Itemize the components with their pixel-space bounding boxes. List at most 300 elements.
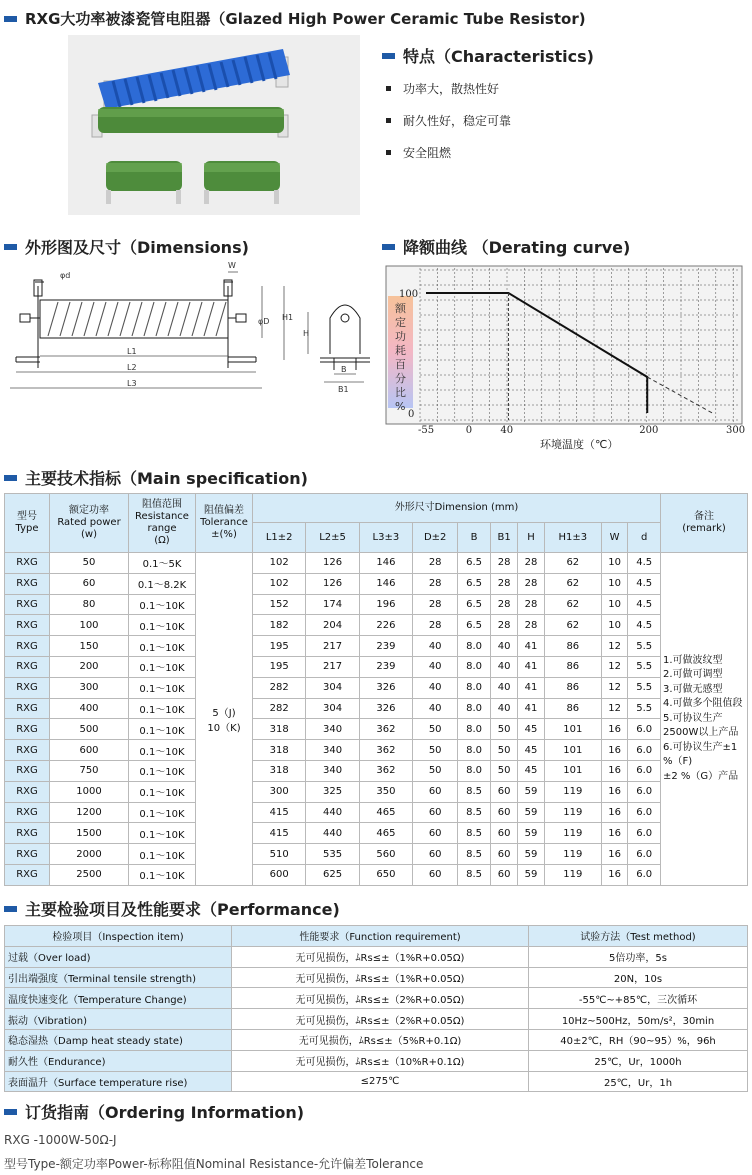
table-row bbox=[5, 698, 748, 719]
header-dim-col: H1±3 bbox=[544, 523, 601, 553]
table-cell: 62 bbox=[544, 573, 601, 594]
table-cell: 60 bbox=[50, 573, 129, 594]
table-cell: 86 bbox=[544, 636, 601, 657]
table-cell: 62 bbox=[544, 615, 601, 636]
table-cell: 86 bbox=[544, 698, 601, 719]
table-cell: 195 bbox=[253, 636, 306, 657]
table-cell: 304 bbox=[306, 677, 359, 698]
table-cell: 362 bbox=[359, 740, 412, 761]
table-cell: RXG bbox=[5, 677, 50, 698]
table-cell: 28 bbox=[518, 615, 544, 636]
table-cell: 41 bbox=[518, 656, 544, 677]
table-cell: 174 bbox=[306, 594, 359, 615]
table-cell: 8.0 bbox=[458, 636, 491, 657]
table-row bbox=[5, 802, 748, 823]
table-cell: 146 bbox=[359, 553, 412, 574]
table-cell: 50 bbox=[490, 760, 517, 781]
table-cell: 28 bbox=[518, 594, 544, 615]
header-dimension: 外形尺寸Dimension (mm) bbox=[253, 494, 661, 523]
table-cell: 0.1～10K bbox=[129, 698, 196, 719]
table-cell: 16 bbox=[601, 802, 627, 823]
table-row bbox=[5, 573, 748, 594]
table-cell: 50 bbox=[490, 719, 517, 740]
function-requirement: ≤275℃ bbox=[232, 1071, 529, 1092]
table-cell: 6.0 bbox=[628, 802, 661, 823]
inspection-item: 过载（Over load) bbox=[5, 946, 232, 967]
table-cell: RXG bbox=[5, 781, 50, 802]
table-cell: 440 bbox=[306, 823, 359, 844]
table-cell: 239 bbox=[359, 656, 412, 677]
section-marker bbox=[382, 53, 395, 59]
table-cell: 40 bbox=[413, 656, 458, 677]
table-cell: 0.1～10K bbox=[129, 656, 196, 677]
table-cell: 6.5 bbox=[458, 615, 491, 636]
inspection-item: 引出端强度（Terminal tensile strength) bbox=[5, 967, 232, 988]
bullet-icon bbox=[386, 118, 391, 123]
table-cell: RXG bbox=[5, 636, 50, 657]
table-cell: 28 bbox=[490, 553, 517, 574]
table-cell: 60 bbox=[490, 864, 517, 885]
table-cell: 28 bbox=[490, 615, 517, 636]
ordering-example: RXG -1000W-50Ω-J bbox=[4, 1133, 117, 1147]
table-cell: 41 bbox=[518, 636, 544, 657]
table-cell: 50 bbox=[413, 740, 458, 761]
table-cell: 40 bbox=[413, 677, 458, 698]
table-row bbox=[5, 844, 748, 865]
table-cell: 102 bbox=[253, 573, 306, 594]
table-cell: 50 bbox=[413, 719, 458, 740]
table-cell: 650 bbox=[359, 864, 412, 885]
table-cell: 0.1～10K bbox=[129, 864, 196, 885]
l2-label: L2 bbox=[127, 363, 137, 372]
header-dim-col: L3±3 bbox=[359, 523, 412, 553]
table-cell: 12 bbox=[601, 698, 627, 719]
table-cell: RXG bbox=[5, 864, 50, 885]
table-cell: 10 bbox=[601, 615, 627, 636]
table-row bbox=[5, 719, 748, 740]
table-cell: 362 bbox=[359, 719, 412, 740]
table-row bbox=[5, 740, 748, 761]
table-cell: 28 bbox=[518, 553, 544, 574]
function-requirement: 无可见损伤，ﾑRs≤±（10%R+0.1Ω) bbox=[232, 1050, 529, 1071]
table-cell: 86 bbox=[544, 656, 601, 677]
table-cell: 150 bbox=[50, 636, 129, 657]
table-cell: 340 bbox=[306, 740, 359, 761]
test-method: 25℃，Ur，1000h bbox=[529, 1050, 748, 1071]
x-axis-label: 环境温度（℃） bbox=[540, 438, 619, 451]
table-cell: 41 bbox=[518, 698, 544, 719]
table-row bbox=[5, 760, 748, 781]
table-cell: 340 bbox=[306, 760, 359, 781]
table-cell: 50 bbox=[413, 760, 458, 781]
performance-table bbox=[4, 925, 748, 1092]
table-cell: 4.5 bbox=[628, 553, 661, 574]
remark-line: 6.可协议生产±1 %（F) bbox=[663, 741, 738, 768]
table-cell: RXG bbox=[5, 698, 50, 719]
table-cell: 16 bbox=[601, 740, 627, 761]
b-label: B bbox=[341, 365, 347, 374]
dimensions-heading: 外形图及尺寸（Dimensions) bbox=[4, 235, 249, 258]
end-view bbox=[320, 305, 370, 370]
inspection-item: 温度快速变化（Temperature Change) bbox=[5, 988, 232, 1009]
table-cell: 16 bbox=[601, 760, 627, 781]
table-cell: 28 bbox=[490, 573, 517, 594]
table-cell: 152 bbox=[253, 594, 306, 615]
table-cell: 101 bbox=[544, 760, 601, 781]
table-cell: 146 bbox=[359, 573, 412, 594]
table-cell: 45 bbox=[518, 719, 544, 740]
table-cell: 40 bbox=[413, 636, 458, 657]
y-axis-label-text: 额定功耗百分比% bbox=[395, 302, 406, 413]
table-cell: 60 bbox=[413, 802, 458, 823]
table-row bbox=[5, 1050, 748, 1071]
table-cell: 0.1～10K bbox=[129, 823, 196, 844]
table-cell: 6.5 bbox=[458, 594, 491, 615]
table-cell: RXG bbox=[5, 573, 50, 594]
table-cell: 465 bbox=[359, 802, 412, 823]
bullet-icon bbox=[386, 86, 391, 91]
table-cell: 8.5 bbox=[458, 864, 491, 885]
dimension-drawing bbox=[0, 258, 375, 398]
table-cell: 60 bbox=[490, 844, 517, 865]
table-cell: 5.5 bbox=[628, 636, 661, 657]
derating-chart bbox=[380, 262, 748, 458]
table-cell: 6.0 bbox=[628, 781, 661, 802]
table-cell: 1200 bbox=[50, 802, 129, 823]
table-cell: 8.5 bbox=[458, 781, 491, 802]
table-cell: RXG bbox=[5, 719, 50, 740]
table-cell: 28 bbox=[413, 573, 458, 594]
inspection-item: 耐久性（Endurance) bbox=[5, 1050, 232, 1071]
table-cell: RXG bbox=[5, 656, 50, 677]
table-cell: 60 bbox=[413, 781, 458, 802]
table-cell: 119 bbox=[544, 802, 601, 823]
table-row bbox=[5, 1029, 748, 1050]
table-cell: 100 bbox=[50, 615, 129, 636]
table-cell: 465 bbox=[359, 823, 412, 844]
table-cell: 12 bbox=[601, 636, 627, 657]
l3-label: L3 bbox=[127, 379, 137, 388]
characteristic-item: 安全阻燃 bbox=[386, 144, 451, 161]
table-cell: 600 bbox=[253, 864, 306, 885]
table-cell: 8.0 bbox=[458, 719, 491, 740]
table-cell: 326 bbox=[359, 698, 412, 719]
table-row bbox=[5, 946, 748, 967]
table-cell: 40 bbox=[490, 677, 517, 698]
table-row bbox=[5, 1071, 748, 1092]
table-cell: 0.1～10K bbox=[129, 677, 196, 698]
table-cell: 304 bbox=[306, 698, 359, 719]
table-cell: 0.1～10K bbox=[129, 844, 196, 865]
section-marker bbox=[4, 244, 17, 250]
header-dim-col: D±2 bbox=[413, 523, 458, 553]
table-cell: 4.5 bbox=[628, 594, 661, 615]
table-row bbox=[5, 967, 748, 988]
table-row bbox=[5, 781, 748, 802]
table-cell: 12 bbox=[601, 656, 627, 677]
header-remark: 备注 (remark) bbox=[661, 494, 748, 553]
x-tick-label: 200 bbox=[639, 425, 659, 436]
table-cell: 40 bbox=[413, 698, 458, 719]
main-spec-table bbox=[4, 493, 748, 886]
table-cell: 60 bbox=[490, 823, 517, 844]
y-tick-label: 100 bbox=[399, 289, 419, 300]
table-cell: 60 bbox=[413, 823, 458, 844]
table-row bbox=[5, 656, 748, 677]
table-cell: 8.5 bbox=[458, 823, 491, 844]
table-cell: 2500 bbox=[50, 864, 129, 885]
test-method: 5倍功率，5s bbox=[529, 946, 748, 967]
table-cell: 119 bbox=[544, 781, 601, 802]
table-cell: 750 bbox=[50, 760, 129, 781]
table-cell: 560 bbox=[359, 844, 412, 865]
table-cell: 4.5 bbox=[628, 615, 661, 636]
table-cell: 101 bbox=[544, 740, 601, 761]
table-cell: 6.0 bbox=[628, 740, 661, 761]
function-requirement: 无可见损伤，ﾑRs≤±（5%R+0.1Ω) bbox=[232, 1029, 529, 1050]
table-cell: 0.1～10K bbox=[129, 781, 196, 802]
table-cell: 59 bbox=[518, 823, 544, 844]
table-cell: RXG bbox=[5, 823, 50, 844]
table-cell: 6.0 bbox=[628, 823, 661, 844]
table-cell: 6.0 bbox=[628, 844, 661, 865]
table-cell: 12 bbox=[601, 677, 627, 698]
table-cell: 60 bbox=[413, 844, 458, 865]
table-cell: 415 bbox=[253, 823, 306, 844]
perf-header-requirement: 性能要求（Function requirement) bbox=[232, 926, 529, 947]
table-cell: 182 bbox=[253, 615, 306, 636]
table-cell: 6.0 bbox=[628, 864, 661, 885]
table-cell: 8.0 bbox=[458, 760, 491, 781]
function-requirement: 无可见损伤，ﾑRs≤±（1%R+0.05Ω) bbox=[232, 967, 529, 988]
table-cell: 119 bbox=[544, 844, 601, 865]
characteristic-item: 耐久性好，稳定可靠 bbox=[386, 112, 511, 129]
remark-line: 2.可做可调型 bbox=[663, 669, 723, 681]
table-cell: 0.1～10K bbox=[129, 802, 196, 823]
x-tick-label: 300 bbox=[726, 425, 746, 436]
table-cell: 5.5 bbox=[628, 656, 661, 677]
table-row bbox=[5, 823, 748, 844]
table-cell: 62 bbox=[544, 553, 601, 574]
table-row bbox=[5, 553, 748, 574]
perf-header-method: 试验方法（Test method) bbox=[529, 926, 748, 947]
table-cell: 101 bbox=[544, 719, 601, 740]
table-cell: 217 bbox=[306, 636, 359, 657]
table-cell: 2000 bbox=[50, 844, 129, 865]
remark-cell bbox=[661, 553, 748, 886]
table-cell: 440 bbox=[306, 802, 359, 823]
table-cell: 1000 bbox=[50, 781, 129, 802]
table-cell: 415 bbox=[253, 802, 306, 823]
table-cell: 600 bbox=[50, 740, 129, 761]
header-dim-col: d bbox=[628, 523, 661, 553]
table-cell: 28 bbox=[413, 615, 458, 636]
table-cell: 119 bbox=[544, 823, 601, 844]
table-row bbox=[5, 677, 748, 698]
table-cell: RXG bbox=[5, 553, 50, 574]
table-row bbox=[5, 615, 748, 636]
header-dim-col: H bbox=[518, 523, 544, 553]
phi-big-d-label: φD bbox=[258, 317, 270, 326]
table-cell: 41 bbox=[518, 677, 544, 698]
table-cell: 0.1～10K bbox=[129, 636, 196, 657]
table-cell: 282 bbox=[253, 677, 306, 698]
table-cell: 16 bbox=[601, 781, 627, 802]
header-dim-col: B1 bbox=[490, 523, 517, 553]
table-cell: 500 bbox=[50, 719, 129, 740]
table-cell: 6.5 bbox=[458, 573, 491, 594]
table-cell: 300 bbox=[50, 677, 129, 698]
table-cell: RXG bbox=[5, 594, 50, 615]
header-dim-col: W bbox=[601, 523, 627, 553]
header-power: 额定功率 Rated power (w) bbox=[50, 494, 129, 553]
ordering-heading: 订货指南（Ordering Information) bbox=[4, 1100, 304, 1123]
table-cell: 1500 bbox=[50, 823, 129, 844]
table-cell: 282 bbox=[253, 698, 306, 719]
table-cell: 625 bbox=[306, 864, 359, 885]
x-axis-ticks bbox=[418, 425, 745, 436]
table-cell: 60 bbox=[413, 864, 458, 885]
h-label: H bbox=[303, 329, 310, 338]
table-cell: 350 bbox=[359, 781, 412, 802]
header-tolerance: 阻值偏差 Tolerance ±(%) bbox=[196, 494, 253, 553]
table-cell: 80 bbox=[50, 594, 129, 615]
table-cell: 10 bbox=[601, 594, 627, 615]
test-method: 20N，10s bbox=[529, 967, 748, 988]
table-row bbox=[5, 636, 748, 657]
table-cell: 239 bbox=[359, 636, 412, 657]
product-photo bbox=[68, 35, 360, 215]
table-cell: 40 bbox=[490, 636, 517, 657]
table-cell: 45 bbox=[518, 760, 544, 781]
table-cell: 318 bbox=[253, 760, 306, 781]
test-method: 10Hz~500Hz，50m/s²，30min bbox=[529, 1009, 748, 1030]
table-cell: 5.5 bbox=[628, 677, 661, 698]
table-cell: 102 bbox=[253, 553, 306, 574]
header-dim-col: L1±2 bbox=[253, 523, 306, 553]
header-type: 型号 Type bbox=[5, 494, 50, 553]
table-cell: 6.0 bbox=[628, 760, 661, 781]
table-cell: 50 bbox=[490, 740, 517, 761]
table-cell: 510 bbox=[253, 844, 306, 865]
table-cell: RXG bbox=[5, 615, 50, 636]
table-cell: 318 bbox=[253, 740, 306, 761]
table-cell: 318 bbox=[253, 719, 306, 740]
perf-header-item: 检验项目（Inspection item) bbox=[5, 926, 232, 947]
function-requirement: 无可见损伤，ﾑRs≤±（2%R+0.05Ω) bbox=[232, 988, 529, 1009]
table-cell: 217 bbox=[306, 656, 359, 677]
phi-d-label: φd bbox=[60, 271, 71, 280]
table-row bbox=[5, 864, 748, 885]
x-tick-label: -55 bbox=[418, 425, 435, 436]
table-cell: 16 bbox=[601, 719, 627, 740]
table-cell: 8.5 bbox=[458, 844, 491, 865]
remark-line: 4.可做多个阻值段 bbox=[663, 698, 743, 710]
table-cell: 0.1～5K bbox=[129, 553, 196, 574]
ordering-explanation: 型号Type-额定功率Power-标称阻值Nominal Resistance-允许偏差Tolerance bbox=[4, 1157, 424, 1171]
test-method: 25℃，Ur，1h bbox=[529, 1071, 748, 1092]
remark-line: 1.可做波纹型 bbox=[663, 654, 723, 666]
table-cell: 362 bbox=[359, 760, 412, 781]
table-cell: 196 bbox=[359, 594, 412, 615]
table-cell: 0.1～10K bbox=[129, 615, 196, 636]
table-cell: 59 bbox=[518, 802, 544, 823]
function-requirement: 无可见损伤，ﾑRs≤±（2%R+0.05Ω) bbox=[232, 1009, 529, 1030]
table-cell: 0.1～8.2K bbox=[129, 573, 196, 594]
test-method: 40±2℃，RH（90~95）%，96h bbox=[529, 1029, 748, 1050]
derating-heading: 降额曲线 （Derating curve) bbox=[382, 235, 630, 258]
table-cell: RXG bbox=[5, 844, 50, 865]
table-cell: 8.0 bbox=[458, 656, 491, 677]
tolerance-cell: 5（J) 10（K) bbox=[196, 553, 253, 886]
inspection-item: 表面温升（Surface temperature rise) bbox=[5, 1071, 232, 1092]
section-marker bbox=[382, 244, 395, 250]
table-cell: 16 bbox=[601, 844, 627, 865]
table-cell: 28 bbox=[518, 573, 544, 594]
characteristics-heading: 特点（Characteristics) bbox=[382, 44, 594, 67]
table-cell: 40 bbox=[490, 698, 517, 719]
table-cell: 0.1～10K bbox=[129, 719, 196, 740]
table-cell: 8.0 bbox=[458, 677, 491, 698]
table-cell: 119 bbox=[544, 864, 601, 885]
w-label: W bbox=[228, 261, 236, 270]
y-tick-label: 0 bbox=[408, 409, 415, 420]
remark-line: 3.可做无感型 bbox=[663, 683, 723, 695]
inspection-item: 振动（Vibration) bbox=[5, 1009, 232, 1030]
table-cell: 10 bbox=[601, 553, 627, 574]
table-cell: 59 bbox=[518, 781, 544, 802]
table-cell: 200 bbox=[50, 656, 129, 677]
section-marker bbox=[4, 475, 17, 481]
inspection-item: 稳态湿热（Damp heat steady state) bbox=[5, 1029, 232, 1050]
header-dim-col: B bbox=[458, 523, 491, 553]
table-cell: 535 bbox=[306, 844, 359, 865]
table-cell: 126 bbox=[306, 573, 359, 594]
table-cell: 8.0 bbox=[458, 698, 491, 719]
table-cell: 62 bbox=[544, 594, 601, 615]
table-cell: 5.5 bbox=[628, 698, 661, 719]
table-cell: 28 bbox=[413, 594, 458, 615]
table-cell: 59 bbox=[518, 844, 544, 865]
table-cell: 400 bbox=[50, 698, 129, 719]
table-cell: 195 bbox=[253, 656, 306, 677]
table-cell: 6.0 bbox=[628, 719, 661, 740]
table-cell: 60 bbox=[490, 781, 517, 802]
table-cell: 204 bbox=[306, 615, 359, 636]
x-tick-label: 40 bbox=[500, 425, 514, 436]
characteristic-item: 功率大，散热性好 bbox=[386, 80, 499, 97]
section-marker bbox=[4, 906, 17, 912]
table-row bbox=[5, 594, 748, 615]
table-cell: 8.0 bbox=[458, 740, 491, 761]
table-cell: 40 bbox=[490, 656, 517, 677]
table-cell: 60 bbox=[490, 802, 517, 823]
table-cell: 4.5 bbox=[628, 573, 661, 594]
table-cell: 8.5 bbox=[458, 802, 491, 823]
table-cell: 326 bbox=[359, 677, 412, 698]
x-tick-label: 0 bbox=[465, 425, 473, 436]
section-marker bbox=[4, 16, 17, 22]
header-range: 阻值范围 Resistance range (Ω) bbox=[129, 494, 196, 553]
section-marker bbox=[4, 1109, 17, 1115]
table-cell: 10 bbox=[601, 573, 627, 594]
table-cell: 300 bbox=[253, 781, 306, 802]
table-cell: RXG bbox=[5, 802, 50, 823]
main-spec-heading: 主要技术指标（Main specification) bbox=[4, 466, 308, 489]
table-cell: 0.1～10K bbox=[129, 594, 196, 615]
performance-heading: 主要检验项目及性能要求（Performance) bbox=[4, 897, 340, 920]
table-cell: RXG bbox=[5, 740, 50, 761]
